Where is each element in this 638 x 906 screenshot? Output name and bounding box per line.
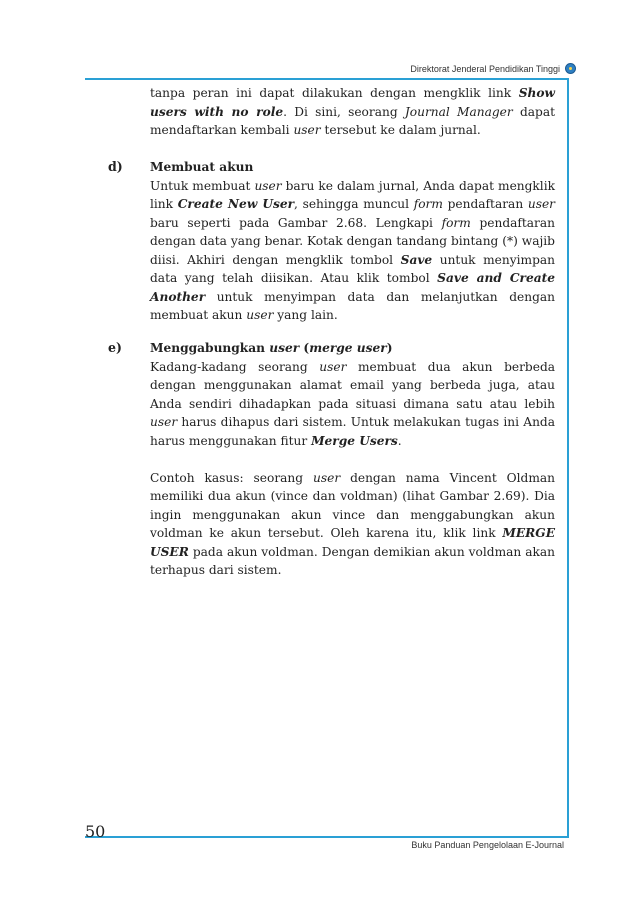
section-e-heading bbox=[150, 339, 555, 358]
section-d bbox=[150, 158, 555, 325]
section-e-heading-text: merge user bbox=[309, 341, 387, 355]
section-d-text: yang lain. bbox=[273, 308, 338, 322]
section-e-label: e) bbox=[108, 340, 122, 355]
section-e-text: Contoh kasus: seorang bbox=[150, 470, 313, 485]
section-d-text: baru ke dalam jurnal, Anda dapat mengklik link bbox=[150, 178, 555, 211]
section-d-text: Untuk membuat bbox=[150, 178, 255, 193]
section-d-text: pendaftaran bbox=[442, 197, 528, 211]
section-d-text: untuk menyimpan data yang telah diisikan. Atau klik tombol bbox=[150, 252, 555, 285]
section-d-heading: Membuat akun bbox=[150, 160, 254, 174]
header-rule bbox=[85, 78, 569, 80]
section-e-heading-text: ( bbox=[299, 341, 310, 355]
role-name: Journal Manager bbox=[404, 104, 513, 119]
term-form: form bbox=[441, 215, 471, 230]
section-e-heading-text: Menggabungkan bbox=[150, 341, 270, 355]
section-d-label: d) bbox=[108, 159, 123, 174]
intro-text: tersebut ke dalam jurnal. bbox=[320, 123, 481, 137]
header-title: Direktorat Jenderal Pendidikan Tinggi bbox=[410, 64, 560, 74]
section-d-text: , sehingga muncul bbox=[294, 197, 414, 211]
footer-rule bbox=[85, 836, 569, 838]
term-user: user bbox=[254, 178, 282, 193]
section-e-text: harus dihapus dari sistem. Untuk melakukan tugas ini Anda harus menggunakan fitur bbox=[150, 415, 555, 448]
button-save-and-create-another: Save and Create Another bbox=[150, 271, 555, 304]
term-user: user bbox=[527, 197, 555, 211]
section-e-text: pada akun voldman. Dengan demikian akun voldman akan terhapus dari sistem. bbox=[150, 544, 555, 577]
intro-paragraph bbox=[150, 84, 555, 140]
section-e-text: . bbox=[397, 433, 402, 448]
term-user: user bbox=[313, 470, 341, 485]
section-d-text: baru seperti pada Gambar 2.68. Lengkapi bbox=[150, 215, 442, 230]
section-e-text: Kadang-kadang seorang bbox=[150, 359, 320, 374]
intro-text: tanpa peran ini dapat dilakukan dengan mengklik link bbox=[150, 86, 519, 100]
section-d-text: untuk menyimpan data dan melanjutkan dengan membuat akun bbox=[150, 289, 555, 322]
term-user: user bbox=[293, 123, 321, 137]
section-e-paragraph-2 bbox=[150, 469, 555, 580]
section-e bbox=[150, 339, 555, 580]
page-number: 50 bbox=[85, 822, 106, 841]
margin-rule bbox=[567, 78, 569, 838]
link-merge-user: MERGE USER bbox=[150, 526, 555, 559]
ministry-logo-icon bbox=[565, 63, 576, 74]
term-user: user bbox=[150, 415, 178, 429]
link-create-new-user: Create New User bbox=[177, 197, 295, 211]
term-user: user bbox=[246, 308, 274, 322]
section-e-heading-text: ) bbox=[386, 341, 393, 355]
button-save: Save bbox=[400, 252, 433, 267]
term-form: form bbox=[413, 197, 443, 211]
intro-text: dapat mendaftarkan kembali bbox=[150, 104, 555, 137]
feature-merge-users: Merge Users bbox=[311, 433, 398, 448]
section-d-text: pendaftaran dengan data yang benar. Kotak dengan tandang bintang (*) wajib diisi. Akhiri dengan mengklik tombol bbox=[150, 215, 555, 267]
section-e-text: dengan nama Vincent Oldman memiliki dua akun (vince dan voldman) (lihat Gambar 2.69). Dia ingin menggunakan akun vince dan menggabungkan akun voldman ke akun tersebut. Oleh karena itu, klik link bbox=[150, 470, 555, 540]
footer-title: Buku Panduan Pengelolaan E-Journal bbox=[411, 840, 564, 850]
section-e-heading-text: user bbox=[269, 341, 300, 355]
term-user: user bbox=[319, 359, 347, 374]
intro-text: . Di sini, seorang bbox=[283, 104, 405, 119]
section-e-paragraph-1 bbox=[150, 358, 555, 451]
section-e-text: membuat dua akun berbeda dengan menggunakan alamat email yang berbeda juga, atau Anda sendiri dihadapkan pada situasi dimana satu atau lebih bbox=[150, 359, 556, 411]
link-show-users: Show users with no role bbox=[150, 86, 555, 119]
